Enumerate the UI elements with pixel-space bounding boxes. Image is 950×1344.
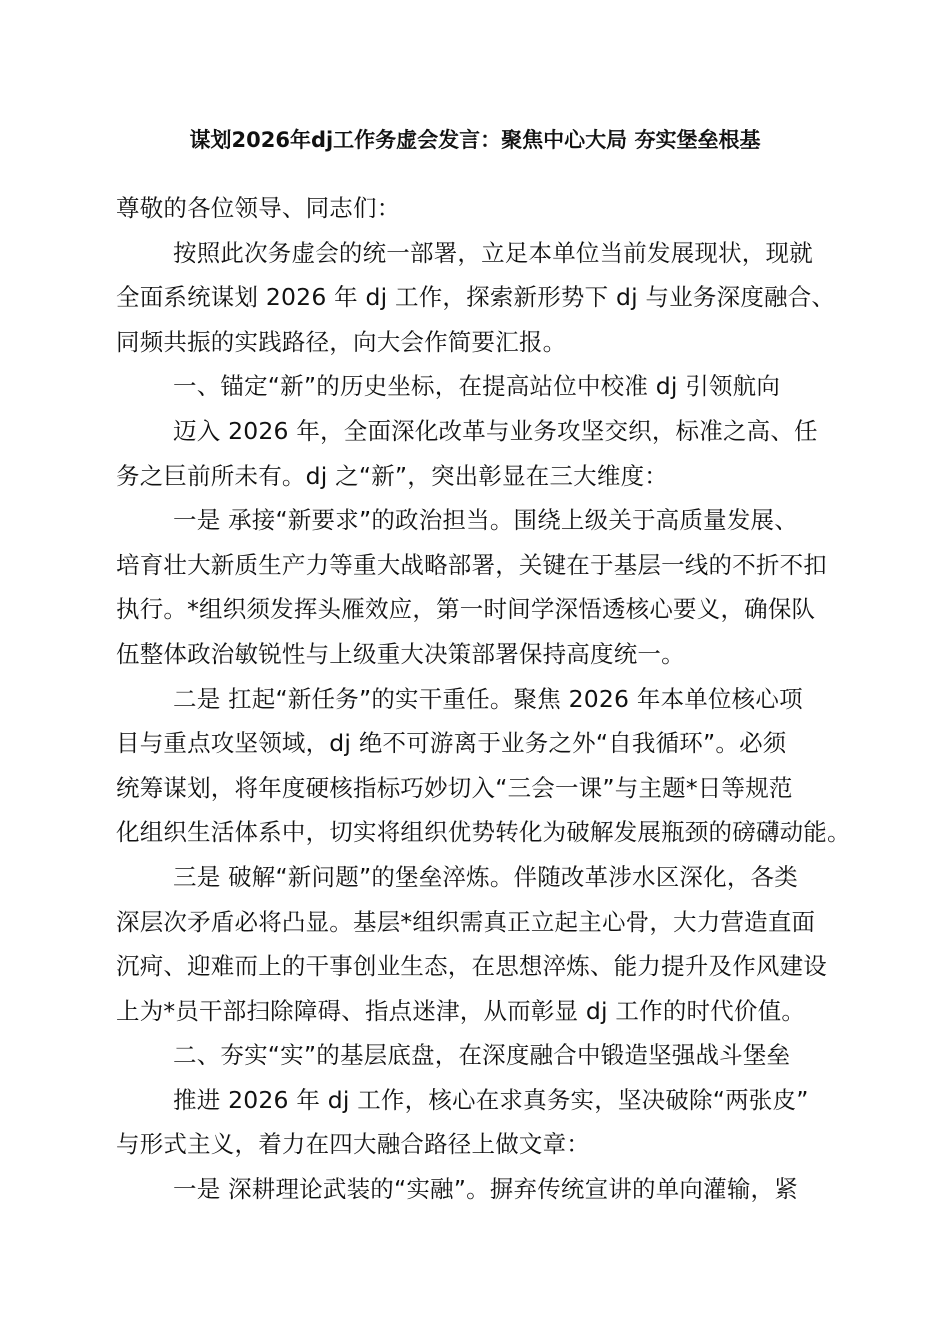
text-line: 统筹谋划，将年度硬核指标巧妙切入“三会一课”与主题*日等规范 — [116, 773, 793, 802]
text-line: 一是 深耕理论武装的“实融”。摒弃传统宣讲的单向灌输，紧 — [173, 1175, 798, 1204]
text-line: 上为*员干部扫除障碍、指点迷津，从而彰显 dj 工作的时代价值。 — [116, 996, 806, 1025]
text-line: 按照此次务虚会的统一部署，立足本单位当前发展现状，现就 — [173, 238, 813, 267]
paragraph — [116, 364, 836, 409]
text-line: 全面系统谋划 2026 年 dj 工作，探索新形势下 dj 与业务深度融合、 — [116, 283, 836, 312]
document-body — [116, 186, 851, 1212]
text-line: 执行。*组织须发挥头雁效应，第一时间学深悟透核心要义，确保队 — [116, 595, 816, 624]
paragraph — [116, 498, 836, 676]
paragraph — [116, 1033, 836, 1078]
text-line: 二、夯实“实”的基层底盘，在深度融合中锻造坚强战斗堡垒 — [173, 1041, 791, 1070]
text-line: 尊敬的各位领导、同志们： — [116, 194, 401, 222]
text-line: 一是 承接“新要求”的政治担当。围绕上级关于高质量发展、 — [173, 506, 798, 535]
paragraph — [116, 1167, 836, 1212]
paragraph — [116, 186, 836, 231]
paragraph — [116, 677, 851, 855]
paragraph — [116, 409, 836, 498]
text-line: 三是 破解“新问题”的堡垒淬炼。伴随改革涉水区深化，各类 — [173, 862, 798, 891]
text-line: 推进 2026 年 dj 工作，核心在求真务实，坚决破除“两张皮” — [173, 1085, 809, 1114]
text-line: 与形式主义，着力在四大融合路径上做文章： — [116, 1130, 590, 1159]
document-title: 谋划2026年dj工作务虚会发言：聚焦中心大局 夯实堡垒根基 — [189, 128, 761, 152]
text-line: 深层次矛盾必将凸显。基层*组织需真正立起主心骨，大力营造直面 — [116, 907, 816, 936]
text-line: 目与重点攻坚领域，dj 绝不可游离于业务之外“自我循环”。必须 — [116, 729, 787, 758]
text-line: 伍整体政治敏锐性与上级重大决策部署保持高度统一。 — [116, 639, 685, 668]
paragraph — [116, 231, 836, 365]
text-line: 一、锚定“新”的历史坐标，在提高站位中校准 dj 引领航向 — [173, 372, 781, 401]
text-line: 化组织生活体系中，切实将组织优势转化为破解发展瓶颈的磅礴动能。 — [116, 818, 851, 847]
text-line: 二是 扛起“新任务”的实干重任。聚焦 2026 年本单位核心项 — [173, 684, 803, 713]
text-line: 迈入 2026 年，全面深化改革与业务攻坚交织，标准之高、任 — [173, 416, 818, 445]
text-line: 培育壮大新质生产力等重大战略部署，关键在于基层一线的不折不扣 — [116, 550, 827, 579]
paragraph — [116, 1078, 836, 1167]
text-line: 同频共振的实践路径，向大会作简要汇报。 — [116, 327, 567, 356]
paragraph — [116, 855, 836, 1033]
text-line: 沉疴、迎难而上的干事创业生态，在思想淬炼、能力提升及作风建设 — [116, 952, 827, 981]
text-line: 务之巨前所未有。dj 之“新”，突出彰显在三大维度： — [116, 461, 668, 490]
